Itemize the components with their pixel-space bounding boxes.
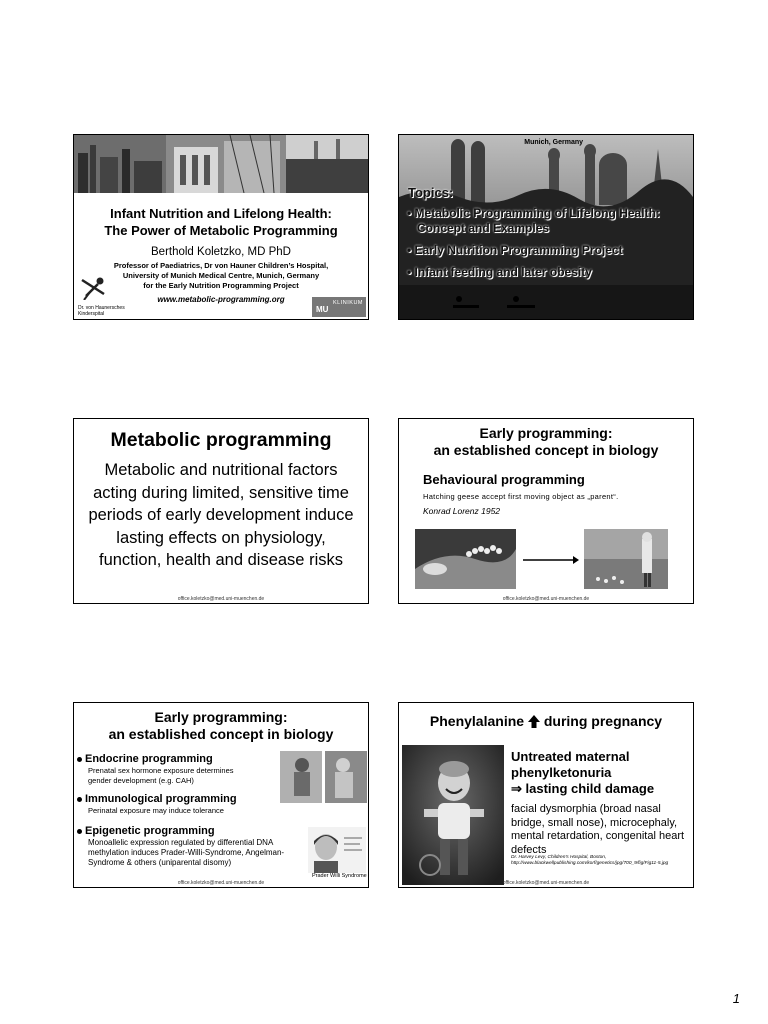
affiliation-2: University of Munich Medical Centre, Munich, Germany: [122, 271, 320, 280]
slide3-footer: office.koletzko@med.uni-muenchen.de: [177, 596, 265, 602]
topic-item-2-text: Early Nutrition Programming Project: [414, 243, 623, 257]
topic-item-3: [405, 265, 689, 280]
prader-willi-photo: [308, 827, 366, 873]
slide6-credit: [511, 855, 693, 867]
lorenz-photo: [584, 529, 668, 589]
slide6-heading: [511, 749, 654, 797]
immunological-heading: Immunological programming: [85, 793, 237, 805]
city-photo-strip: [74, 135, 368, 193]
slide6-body: facial dysmorphia (broad nasal bridge, small nose), microcephaly, mental retardation, congenital heart defects: [511, 803, 685, 856]
topics-list: [405, 206, 689, 280]
list-item-epigenetic: [77, 825, 309, 868]
slide5-list: [77, 753, 309, 868]
child-photo: [402, 745, 504, 885]
slide-behavioural-programming: [398, 418, 694, 604]
title-line-1: Infant Nutrition and Lifelong Health:: [110, 206, 332, 221]
topic-item-1-text: Metabolic Programming of Lifelong Health: Concept and Examples: [414, 206, 660, 235]
bullet-icon: [77, 757, 82, 762]
bullet-icon: •: [407, 243, 415, 257]
klinikum-logo: [312, 297, 366, 317]
cah-photo-1-svg: [280, 751, 322, 803]
slide4-text: Hatching geese accept first moving object as „parent“.: [423, 492, 619, 501]
klinikum-logo-text: KLINIKUM: [333, 300, 363, 306]
location-label: Munich, Germany: [524, 139, 583, 146]
city-photo-svg: [74, 135, 368, 193]
slide4-title-1: Early programming:: [479, 425, 613, 441]
child-photo-svg: [402, 745, 504, 885]
website: www.metabolic-programming.org: [157, 295, 285, 304]
slide3-title: Metabolic programming: [110, 429, 332, 451]
slide5-footer: office.koletzko@med.uni-muenchen.de: [177, 880, 265, 886]
affiliation-1: Professor of Paediatrics, Dr von Hauner Children’s Hospital,: [113, 261, 329, 270]
hauner-logo-text: Dr. von Haunersches Kinderspital: [78, 305, 125, 317]
epigenetic-heading: Epigenetic programming: [85, 825, 215, 837]
topics-heading: Topics:: [408, 185, 454, 200]
bullet-icon: •: [407, 206, 415, 220]
epigenetic-desc: Monoallelic expression regulated by differential DNA methylation induces Prader-Willi-Syndrome, Angelman-Syndrome & others (uniparental disomy): [88, 838, 285, 867]
topic-item-3-text: Infant feeding and later obesity: [414, 265, 592, 279]
slide6-credit-1: Dr. Harvey Levy, Children's Hospital, Boston,: [511, 855, 607, 860]
endocrine-heading: Endocrine programming: [85, 753, 213, 765]
topic-item-2: [405, 243, 689, 258]
slide6-heading-2: phenylketonuria: [511, 765, 612, 780]
slide4-citation: Konrad Lorenz 1952: [423, 506, 501, 516]
list-item-endocrine: [77, 753, 309, 793]
prader-willi-caption: Prader Willi Syndrome: [312, 873, 367, 879]
slide4-subtitle: Behavioural programming: [423, 472, 585, 487]
slide6-title-part1: Phenylalanine: [429, 713, 525, 729]
slide6-credit-2: http://www.blackwellpublishing.com/korf/genetics/jpg/700_9/fig/Fig11-5.jpg: [511, 861, 669, 866]
slide6-heading-1: Untreated maternal: [511, 749, 630, 764]
cah-photo-1: [280, 751, 322, 803]
stick-figure-logo-icon: [78, 276, 108, 300]
slide6-title-part2: during pregnancy: [543, 713, 663, 729]
slide5-title-2: an established concept in biology: [108, 726, 334, 742]
slide-metabolic-programming: [73, 418, 369, 604]
arrow-right-icon: [523, 555, 579, 565]
slide5-title-1: Early programming:: [154, 709, 288, 725]
lorenz-photo-svg: [584, 529, 668, 589]
cah-photo-2-svg: [325, 751, 367, 803]
bullet-icon: [77, 829, 82, 834]
topic-item-1: [405, 206, 689, 236]
author: Berthold Koletzko, MD PhD: [151, 246, 291, 258]
title-line-2: The Power of Metabolic Programming: [104, 223, 338, 238]
bullet-icon: •: [407, 265, 415, 279]
slide4-footer: office.koletzko@med.uni-muenchen.de: [502, 596, 590, 602]
prader-willi-photo-svg: [308, 827, 366, 873]
page-number: 1: [732, 991, 740, 1006]
hauner-logo: [78, 276, 126, 317]
affiliation-3: for the Early Nutrition Programming Project: [143, 281, 299, 290]
slide6-footer: office.koletzko@med.uni-muenchen.de: [502, 880, 590, 886]
slide6-heading-3: ⇒ lasting child damage: [511, 781, 655, 796]
endocrine-desc: Prenatal sex hormone exposure determines gender development (e.g. CAH): [88, 766, 234, 785]
immunological-desc: Perinatal exposure may induce tolerance: [88, 806, 224, 815]
geese-photo: [415, 529, 516, 589]
slide-phenylalanine: [398, 702, 694, 888]
bullet-icon: [77, 797, 82, 802]
arrow-up-icon: [528, 715, 540, 728]
list-item-immunological: [77, 793, 309, 825]
slide-topics: [398, 134, 694, 320]
slide-biology-concepts: [73, 702, 369, 888]
klinikum-logo-mu: MU: [316, 305, 329, 314]
geese-photo-svg: [415, 529, 516, 589]
slide3-body: Metabolic and nutritional factors acting during limited, sensitive time periods of early development induce lasting effects on physiology, function, health and disease risks: [88, 461, 354, 569]
slide-title: [73, 134, 369, 320]
cah-photo-2: [325, 751, 367, 803]
slide4-title-2: an established concept in biology: [433, 442, 659, 458]
